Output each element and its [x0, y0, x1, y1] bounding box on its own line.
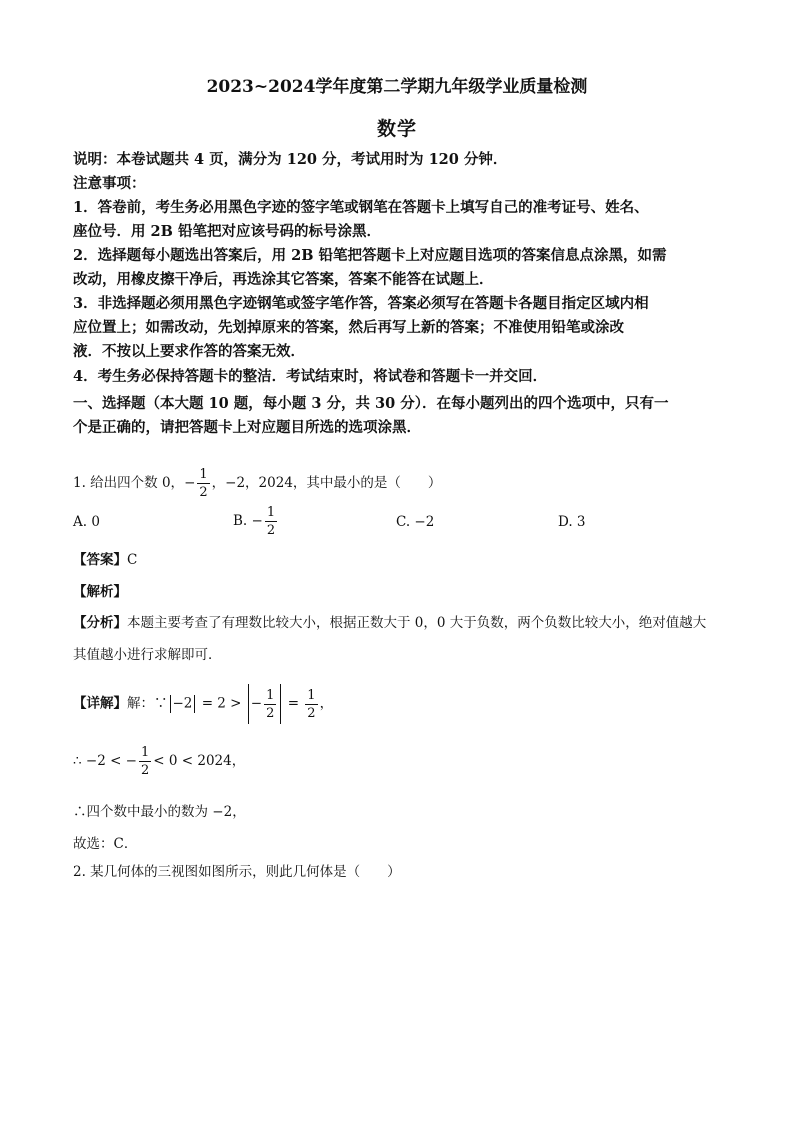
detail-tag: 【详解】	[73, 695, 127, 712]
fraction-denominator: 2	[266, 705, 275, 721]
section-1-heading-line-1: 一、选择题（本大题 10 题，每小题 3 分，共 30 分）．在每小题列出的四个选项中，只有一	[73, 395, 669, 412]
option-b-minus: −	[251, 513, 263, 529]
exam-description: 说明：本卷试题共 4 页，满分为 120 分，考试用时为 120 分钟．	[73, 151, 508, 168]
question-1	[73, 468, 441, 499]
option-a: A. 0	[73, 514, 100, 530]
notice-3-line-1: 3．非选择题必须用黑色字迹钢笔或签字笔作答，答案必须写在答题卡各题目指定区域内相	[73, 295, 649, 312]
therefore-1-prefix: ∴ −2 < −	[73, 753, 137, 769]
question-2: 2. 某几何体的三视图如图所示，则此几何体是（ ）	[73, 864, 401, 880]
fraction-numerator: 1	[266, 505, 276, 520]
detail-prefix: 解：∵	[127, 695, 168, 712]
fraction-denominator: 2	[266, 523, 276, 538]
question-1-minus: −	[184, 475, 196, 491]
fraction-denominator: 2	[199, 485, 208, 500]
detail-result-fraction	[305, 689, 317, 720]
fraction-denominator: 2	[307, 705, 316, 721]
choose-line: 故选：C．	[73, 836, 138, 852]
fraction-numerator: 1	[266, 687, 275, 703]
therefore-1-suffix: < 0 < 2024，	[153, 753, 246, 769]
question-1-prefix: 1. 给出四个数 0，	[73, 475, 185, 491]
option-b	[233, 506, 279, 537]
analysis-line	[73, 582, 127, 602]
answer-line	[73, 550, 137, 570]
option-b-fraction	[265, 506, 277, 537]
notice-1-line-2: 座位号．用 2B 铅笔把对应该号码的标号涂黑．	[73, 223, 381, 240]
fraction-numerator: 1	[307, 687, 316, 703]
analysis-tag: 【解析】	[73, 584, 127, 600]
answer-value: C	[127, 552, 138, 568]
fenxi-tag: 【分析】	[73, 615, 127, 631]
detail-minus: −	[250, 695, 263, 712]
abs-bar-right-tall	[280, 684, 281, 724]
detail-compare: = 2 >	[201, 695, 242, 712]
notice-3-line-3: 液．不按以上要求作答的答案无效．	[73, 343, 305, 360]
fenxi-text-1: 本题主要考查了有理数比较大小，根据正数大于 0，0 大于负数，两个负数比较大小，绝对值越大	[127, 615, 707, 631]
section-1-heading-line-2: 个是正确的，请把答题卡上对应题目所选的选项涂黑．	[73, 419, 421, 436]
notice-1-line-1: 1．答卷前，考生务必用黑色字迹的签字笔或钢笔在答题卡上填写自己的准考证号、姓名、	[73, 199, 649, 216]
answer-tag: 【答案】	[73, 552, 127, 568]
detail-abs-value: −2	[172, 695, 193, 712]
abs-bar-right	[194, 695, 195, 713]
question-1-suffix: ，−2，2024，其中最小的是（ ）	[211, 475, 442, 491]
detail-end: ，	[319, 695, 334, 712]
notice-3-line-2: 应位置上；如需改动，先划掉原来的答案，然后再写上新的答案；不准使用铅笔或涂改	[73, 319, 624, 336]
exam-title: 2023~2024学年度第二学期九年级学业质量检测	[206, 77, 588, 97]
fraction-half	[197, 468, 209, 499]
subject-title: 数学	[376, 118, 417, 140]
notice-2-line-1: 2．选择题每小题选出答案后，用 2B 铅笔把答题卡上对应题目选项的答案信息点涂黑，如需	[73, 247, 667, 264]
notice-2-line-2: 改动，用橡皮擦干净后，再选涂其它答案，答案不能答在试题上．	[73, 271, 494, 288]
notice-title: 注意事项：	[73, 175, 146, 192]
fenxi-line-2: 其值越小进行求解即可．	[73, 647, 222, 663]
fraction-denominator: 2	[141, 763, 150, 778]
therefore-line-1	[73, 746, 245, 777]
fraction-numerator: 1	[141, 745, 150, 760]
abs-bar-left-tall	[248, 684, 249, 724]
therefore-fraction	[139, 746, 151, 777]
fraction-numerator: 1	[199, 467, 208, 482]
detail-equals: =	[287, 695, 299, 712]
notice-4: 4．考生务必保持答题卡的整洁．考试结束时，将试卷和答题卡一并交回．	[73, 368, 548, 385]
fenxi-line-1	[73, 613, 706, 633]
abs-bar-left	[170, 695, 171, 713]
option-d: D. 3	[558, 514, 586, 530]
detail-fraction	[264, 689, 276, 720]
option-c: C. −2	[396, 514, 435, 530]
therefore-line-2: ∴四个数中最小的数为 −2，	[73, 804, 246, 820]
detail-line	[73, 684, 333, 724]
option-b-label: B.	[233, 513, 248, 529]
